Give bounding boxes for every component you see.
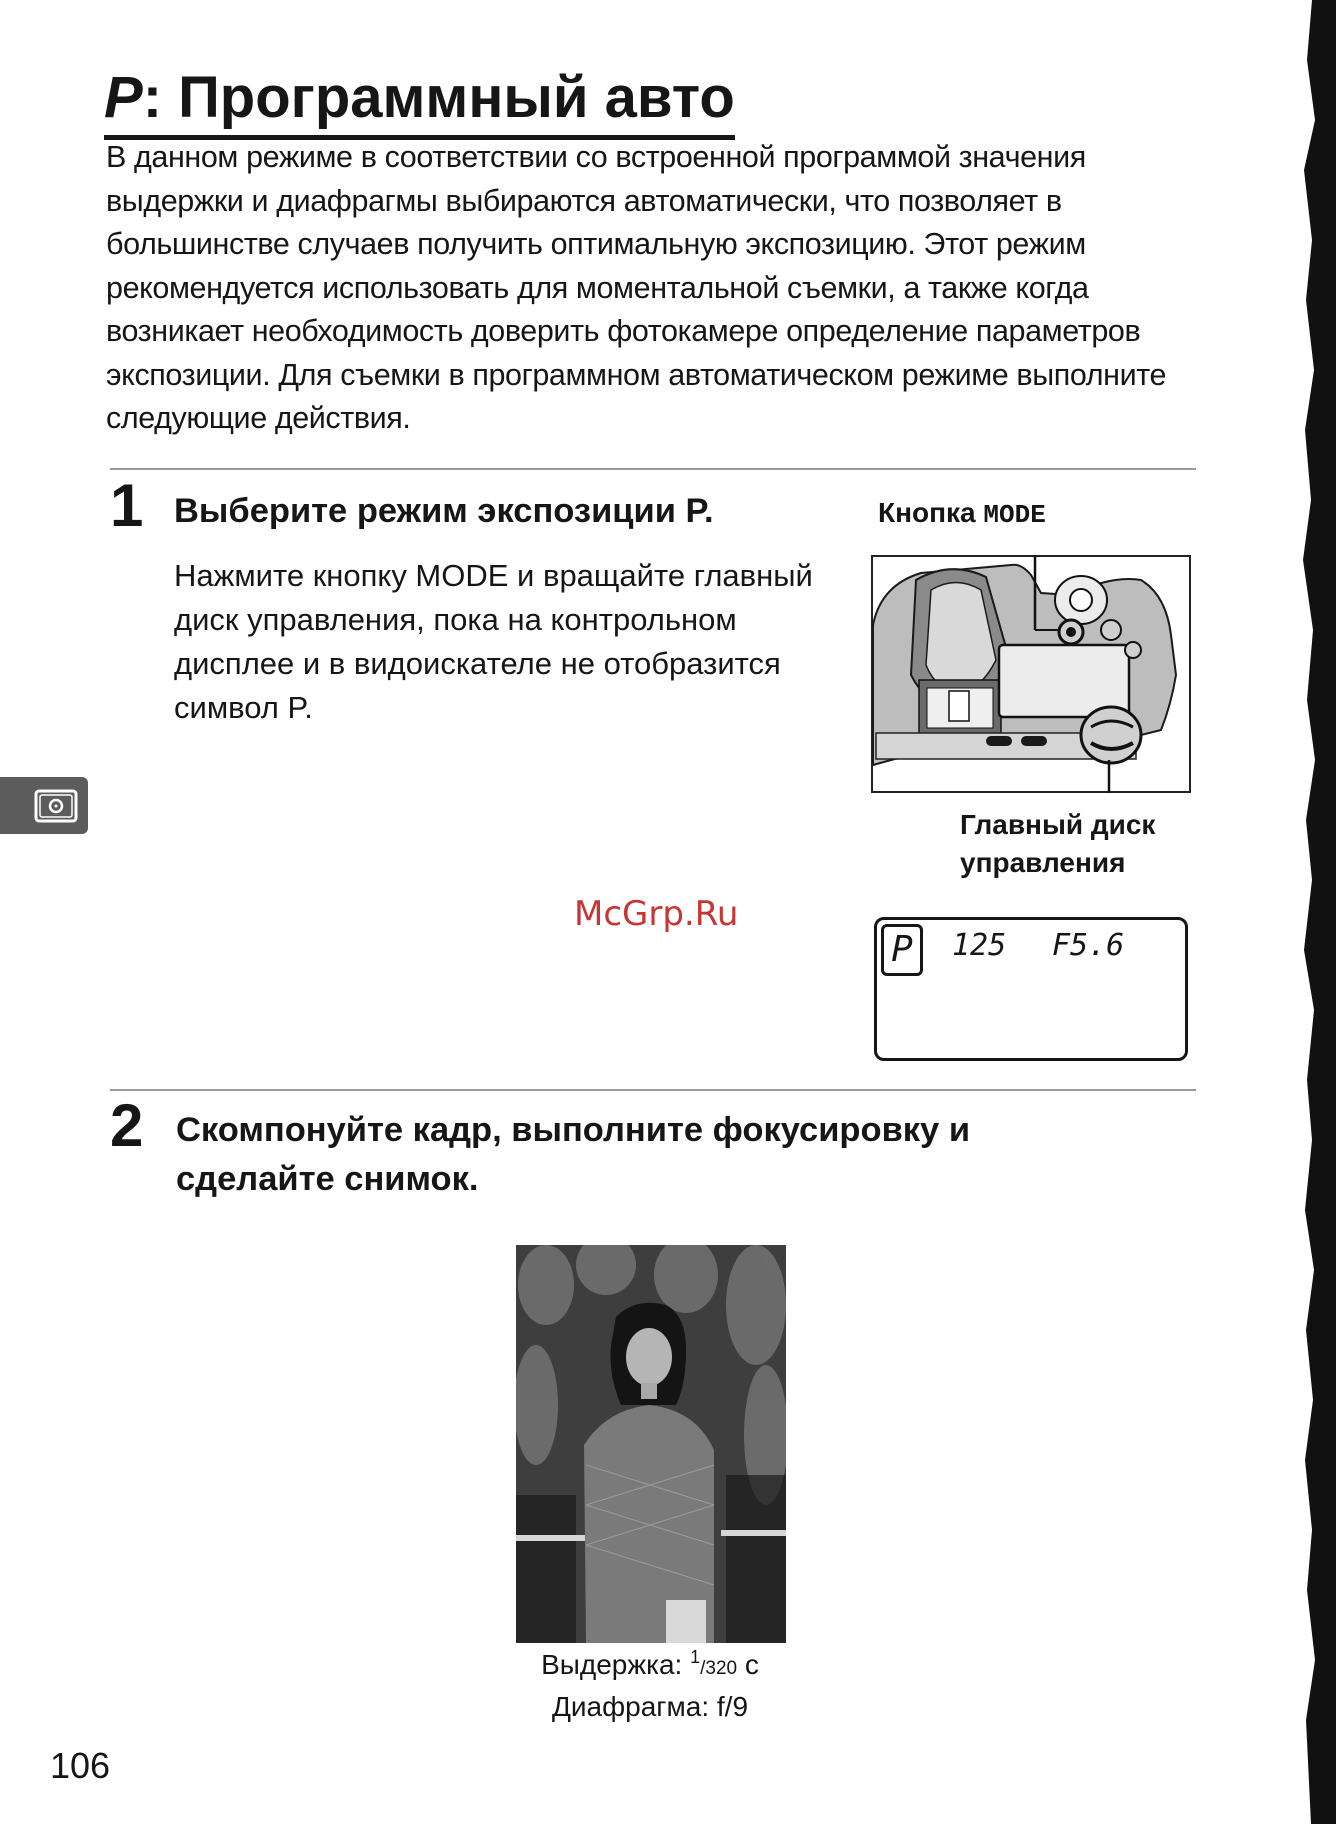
lcd-mode-indicator: P: [881, 924, 923, 976]
step-1-instructions: Нажмите кнопку MODE и вращайте главный диск управления, пока на контрольном дисплее и в видоискателе не отобразится символ P.: [174, 558, 813, 725]
step-1-number: 1: [110, 472, 144, 539]
page-number: 106: [50, 1745, 111, 1786]
watermark: McGrp.Ru: [574, 894, 739, 934]
caption-shutter-label: Выдержка:: [541, 1649, 683, 1680]
main-dial-callout-line-2: управления: [960, 847, 1126, 878]
step-1-heading: Выберите режим экспозиции P.: [174, 492, 714, 530]
caption-shutter-unit: с: [744, 1649, 759, 1680]
title-mode-glyph: P: [104, 65, 143, 130]
sample-photo: [516, 1245, 786, 1643]
lcd-aperture: F5.6: [1052, 928, 1125, 963]
caption-shutter-numerator: 1: [690, 1647, 701, 1667]
step-2-number: 2: [110, 1092, 144, 1159]
mode-button-callout-prefix: Кнопка: [878, 497, 976, 528]
mode-button-callout-name: MODE: [983, 500, 1046, 530]
intro-paragraph: В данном режиме в соответствии со встроенной программой значения выдержки и диафрагмы выбираются автоматически, что позволяет в большинстве случаев получить оптимальную экспозицию. Этот режим рекомендуется использовать для моментальной съемки, а также когда возникает необходимость доверить фотокамере определение параметров экспозиции. Для съемки в программном автоматическом режиме выполните следующие действия.: [106, 140, 1167, 435]
side-chapter-tab: [0, 777, 88, 834]
main-dial-callout-line-1: Главный диск: [960, 809, 1156, 840]
photo-caption-shutter: [500, 1647, 800, 1687]
step-2-heading-line-1: Скомпонуйте кадр, выполните фокусировку и: [176, 1111, 971, 1149]
camera-top-illustration: [871, 555, 1191, 793]
torn-page-edge: [1296, 0, 1336, 1824]
exposure-mode-icon: [0, 777, 88, 834]
title-text: : Программный авто: [142, 65, 735, 130]
step-2-heading-line-2: сделайте снимок.: [176, 1160, 479, 1198]
control-panel-display: [874, 917, 1188, 1061]
lcd-shutter-speed: 125: [952, 928, 1007, 963]
photo-caption-aperture: Диафрагма: f/9: [551, 1691, 749, 1722]
page-title: [104, 62, 735, 140]
caption-shutter-denominator: /320: [700, 1658, 738, 1679]
section-divider-1: [110, 468, 1196, 470]
mode-button-callout: [878, 494, 1046, 534]
section-divider-2: [110, 1089, 1196, 1091]
